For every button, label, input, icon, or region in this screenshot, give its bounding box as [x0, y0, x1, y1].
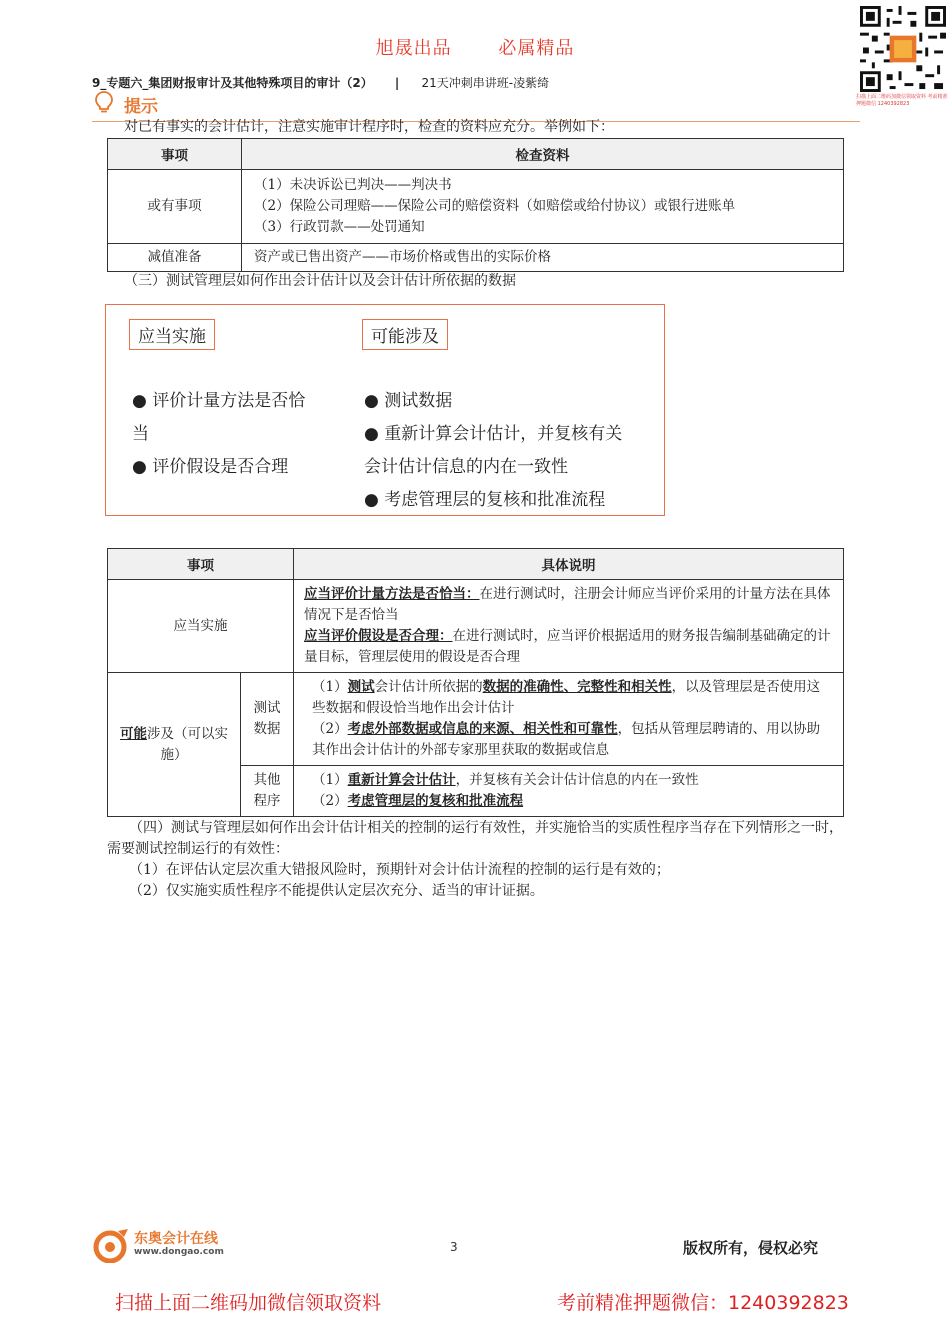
table-cell-detail: 资产或已售出资产——市场价格或售出的实际价格 — [242, 244, 844, 272]
may-involve-list — [364, 385, 659, 517]
detail-text: ，以及管理层是否使用这些数据和假设恰当地作出会计估计 — [312, 679, 821, 716]
table-cell-item: 减值准备 — [108, 244, 242, 272]
table-header: 检查资料 — [242, 139, 844, 170]
procedures-table — [107, 548, 844, 817]
bottom-promo-right: 考前精准押题微信：1240392823 — [557, 1292, 849, 1314]
point-1: （1）在评估认定层次重大错报风险时，预期针对会计估计流程的控制的运行是有效的； — [129, 862, 670, 878]
evidence-table — [107, 138, 844, 272]
must-perform-list — [132, 385, 337, 484]
detail-line: （3）行政罚款——处罚通知 — [254, 219, 425, 235]
banner-left: 旭晟出品 — [375, 38, 452, 59]
emphasis: 数据的准确性、完整性和相关性 — [482, 679, 672, 695]
table-row — [108, 673, 844, 766]
emphasis: 应当评价假设是否合理： — [304, 628, 453, 644]
table-header: 事项 — [108, 139, 242, 170]
detail-line: （2）保险公司理赔——保险公司的赔偿资料（如赔偿或给付协议）或银行进账单 — [254, 198, 736, 214]
tip-label: 提示 — [124, 97, 158, 117]
table-cell-detail — [294, 766, 844, 817]
emphasis: 考虑管理层的复核和批准流程 — [347, 793, 524, 809]
header-separator: | — [394, 76, 400, 90]
table-cell-item — [108, 673, 241, 817]
detail-text: （1） — [312, 772, 348, 788]
top-banner — [0, 34, 950, 60]
procedures-box — [105, 304, 665, 516]
list-item: ● 测试数据 — [364, 391, 453, 411]
list-item: 会计估计信息的内在一致性 — [364, 457, 568, 477]
dongao-logo-icon — [92, 1227, 132, 1263]
may-involve-tag: 可能涉及 — [362, 319, 448, 350]
bottom-promo-left: 扫描上面二维码加微信领取资料 — [115, 1292, 382, 1314]
list-item: ● 评价计量方法是否恰 — [132, 391, 306, 411]
emphasis: 可能 — [120, 725, 147, 742]
table-header-row — [108, 139, 844, 170]
emphasis: 考虑外部数据或信息的来源、相关性和可靠性 — [347, 721, 618, 737]
header-title: 9_专题六_集团财报审计及其他特殊项目的审计（2） — [92, 76, 373, 90]
point-2: （2）仅实施实质性程序不能提供认定层次充分、适当的审计证据。 — [129, 883, 544, 899]
detail-text: 在进行测试时，应当评价根据适用的财务报告编制基础确定的计量目标，管理层使用的假设是否合理 — [304, 628, 831, 665]
copyright-notice: 版权所有，侵权必究 — [683, 1239, 819, 1257]
section-4-paragraph: （四）测试与管理层如何作出会计估计相关的控制的运行有效性，并实施恰当的实质性程序当存在下列情形之一时，需要测试控制运行的有效性： — [107, 820, 843, 857]
table-cell-item: 或有事项 — [108, 170, 242, 244]
lightbulb-icon — [92, 90, 116, 114]
detail-text: ，包括从管理层聘请的、用以协助其作出会计估计的外部专家那里获取的数据或信息 — [312, 721, 821, 758]
detail-text: （2） — [312, 721, 348, 737]
detail-line: （1）未决诉讼已判决——判决书 — [254, 177, 452, 193]
table-header: 事项 — [108, 549, 294, 580]
banner-right: 必属精品 — [498, 38, 575, 59]
qr-code-icon[interactable] — [860, 6, 946, 92]
section-3-heading: （三）测试管理层如何作出会计估计以及会计估计所依据的数据 — [124, 273, 516, 289]
list-item: ● 评价假设是否合理 — [132, 457, 289, 477]
detail-text: （2） — [312, 793, 348, 809]
table-row — [108, 244, 844, 272]
table-cell-detail — [294, 673, 844, 766]
must-perform-tag: 应当实施 — [129, 319, 215, 350]
item-text: 涉及（可以实施） — [147, 725, 228, 763]
page-header — [92, 74, 549, 91]
table-row — [108, 170, 844, 244]
header-course: 21天冲刺串讲班-凌紫绮 — [421, 76, 550, 90]
table-cell-subitem: 测试数据 — [241, 673, 294, 766]
table-row — [108, 580, 844, 673]
detail-text: 会计估计所依据的 — [374, 679, 483, 695]
emphasis: 应当评价计量方法是否恰当： — [304, 586, 480, 602]
footer-brand: 东奥会计在线 — [134, 1231, 218, 1247]
table-cell-subitem: 其他程序 — [241, 766, 294, 817]
detail-text: 在进行测试时，注册会计师应当评价采用的计量方法在具体情况下是否恰当 — [304, 586, 831, 623]
table-cell-item: 应当实施 — [108, 580, 294, 673]
list-item: 当 — [132, 424, 149, 444]
qr-caption: 扫描上面二维码加微信领取资料 考前精准押题微信 1240392823 — [856, 94, 948, 107]
table-header: 具体说明 — [294, 549, 844, 580]
table-cell-detail — [294, 580, 844, 673]
emphasis: 重新计算会计估计 — [347, 772, 456, 788]
intro-paragraph: 对已有事实的会计估计，注意实施审计程序时，检查的资料应充分。举例如下： — [124, 119, 614, 135]
list-item: ● 重新计算会计估计，并复核有关 — [364, 424, 623, 444]
table-cell-detail — [242, 170, 844, 244]
page-number: 3 — [450, 1240, 458, 1254]
footer-url[interactable]: www.dongao.com — [134, 1247, 224, 1257]
emphasis: 测试 — [347, 679, 375, 695]
table-header-row — [108, 549, 844, 580]
detail-text: （1） — [312, 679, 348, 695]
detail-text: ，并复核有关会计估计信息的内在一致性 — [455, 772, 699, 788]
list-item: ● 考虑管理层的复核和批准流程 — [364, 490, 606, 510]
